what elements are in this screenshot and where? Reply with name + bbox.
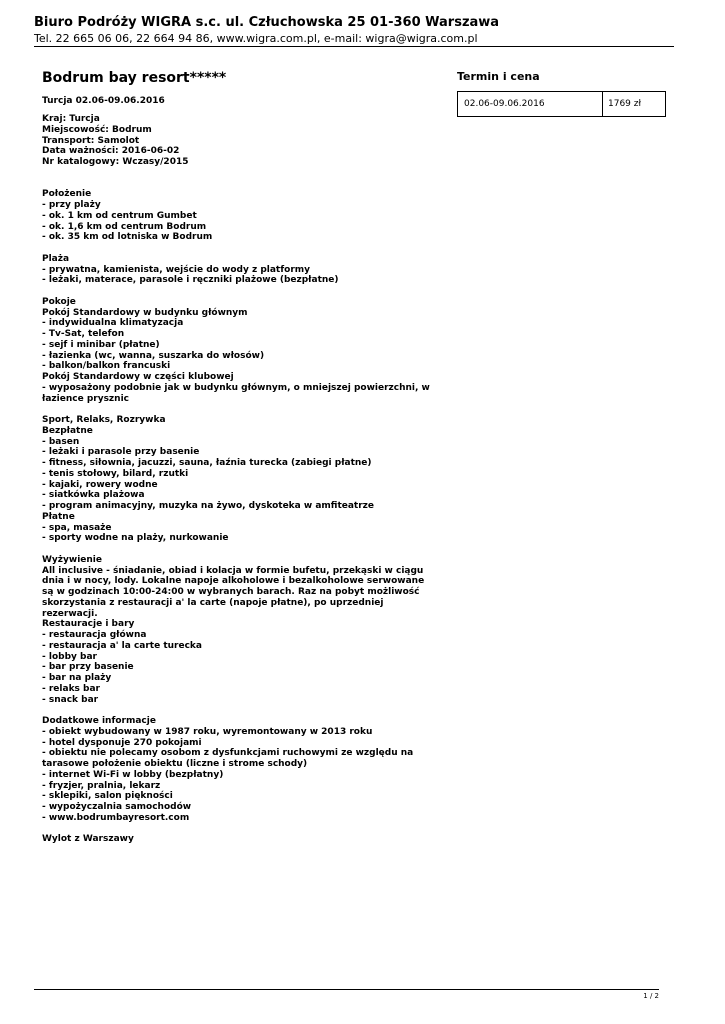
- list-item: Pokój Standardowy w budynku głównym: [42, 307, 248, 318]
- section-title: Położenie: [42, 189, 92, 200]
- list-item: - restauracja główna: [42, 630, 147, 640]
- company-contact: Tel. 22 665 06 06, 22 664 94 86, www.wigra.com.pl, e-mail: wigra@wigra.com.pl: [34, 32, 478, 45]
- offer-meta: [42, 114, 442, 168]
- company-name: Biuro Podróży WIGRA s.c. ul. Człuchowska 25 01-360 Warszawa: [34, 15, 500, 30]
- list-item: - leżaki, materace, parasole i ręczniki plażowe (bezpłatne): [42, 275, 339, 286]
- section-location: [42, 189, 442, 243]
- price-date: 02.06-09.06.2016: [458, 92, 603, 116]
- section-title: Dodatkowe informacje: [42, 716, 156, 726]
- list-item: - wyposażony podobnie jak w budynku głównym, o mniejszej powierzchni, w łazience prysznic: [42, 382, 430, 404]
- meta-country: Kraj: Turcja: [42, 114, 100, 124]
- offer-dates: Turcja 02.06-09.06.2016: [42, 96, 165, 106]
- list-item: - łazienka (wc, wanna, suszarka do włosów): [42, 350, 265, 361]
- list-item: - ok. 1,6 km od centrum Bodrum: [42, 221, 207, 232]
- list-item: - internet Wi-Fi w lobby (bezpłatny): [42, 769, 224, 780]
- list-item: - sejf i minibar (płatne): [42, 339, 160, 350]
- list-item: - program animacyjny, muzyka na żywo, dyskoteka w amfiteatrze: [42, 501, 375, 511]
- section-title: Wyżywienie: [42, 554, 102, 565]
- list-item: Pokój Standardowy w części klubowej: [42, 372, 234, 382]
- list-item: - lobby bar: [42, 651, 97, 662]
- list-item: - przy plaży: [42, 200, 101, 210]
- list-item: - ok. 35 km od lotniska w Bodrum: [42, 232, 213, 243]
- offer-description: [42, 70, 442, 845]
- offer-title: Bodrum bay resort*****: [42, 70, 227, 86]
- departure-info: Wylot z Warszawy: [42, 834, 134, 845]
- list-item: - indywidualna klimatyzacja: [42, 318, 184, 329]
- list-item: - obiektu nie polecamy osobom z dysfunkcjami ruchowymi ze względu na tarasowe położenie obiektu (liczne i strome schody): [42, 748, 414, 769]
- section-rooms: [42, 297, 442, 405]
- section-departure: [42, 834, 442, 845]
- meta-catalog-number: Nr katalogowy: Wczasy/2015: [42, 157, 189, 167]
- list-item: Bezpłatne: [42, 425, 93, 436]
- price-table: [457, 91, 666, 117]
- list-item: - kajaki, rowery wodne: [42, 479, 158, 490]
- meta-city: Miejscowość: Bodrum: [42, 124, 152, 135]
- pricing-title: Termin i cena: [457, 70, 540, 83]
- section-title: Plaża: [42, 253, 70, 264]
- section-additional-info: [42, 716, 442, 824]
- list-item: - bar przy basenie: [42, 662, 134, 673]
- list-item: - spa, masaże: [42, 522, 112, 533]
- page-number: 1 / 2: [643, 992, 659, 1000]
- section-title: Pokoje: [42, 296, 76, 307]
- food-description: All inclusive - śniadanie, obiad i kolacja w formie bufetu, przekąski w ciągu dnia i w nocy, lody. Lokalne napoje alkoholowe i bezalkoholowe serwowane są w godzinach 10:00-24:00 w wybranych barach. Raz na pobyt możliwość skorzystania z restauracji a' la carte (napoje płatne), po uprzedniej rezerwacji.: [42, 565, 425, 619]
- list-item: - sklepiki, salon piękności: [42, 791, 173, 802]
- list-item: - snack bar: [42, 694, 99, 705]
- list-item: - fryzjer, pralnia, lekarz: [42, 780, 161, 791]
- list-item: - obiekt wybudowany w 1987 roku, wyremontowany w 2013 roku: [42, 726, 373, 737]
- list-item: - ok. 1 km od centrum Gumbet: [42, 210, 197, 221]
- list-item: - balkon/balkon francuski: [42, 361, 171, 372]
- list-item: - leżaki i parasole przy basenie: [42, 447, 200, 458]
- list-item: - relaks bar: [42, 683, 100, 694]
- list-item: - bar na plaży: [42, 673, 112, 683]
- list-item: - prywatna, kamienista, wejście do wody z platformy: [42, 264, 311, 275]
- list-item: - hotel dysponuje 270 pokojami: [42, 737, 202, 748]
- list-item: - www.bodrumbayresort.com: [42, 812, 190, 823]
- section-food: [42, 555, 442, 706]
- list-item: Płatne: [42, 511, 75, 522]
- section-sport: [42, 415, 442, 544]
- price-value: 1769 zł: [608, 99, 642, 109]
- list-item: - wypożyczalnia samochodów: [42, 802, 192, 812]
- list-item: - tenis stołowy, bilard, rzutki: [42, 468, 189, 479]
- list-item: - fitness, siłownia, jacuzzi, sauna, łaźnia turecka (zabiegi płatne): [42, 458, 372, 468]
- meta-transport: Transport: Samolot: [42, 135, 140, 146]
- header-divider: [34, 46, 674, 47]
- list-item: Restauracje i bary: [42, 619, 135, 630]
- meta-valid-date: Data ważności: 2016-06-02: [42, 146, 180, 157]
- list-item: - Tv-Sat, telefon: [42, 329, 125, 339]
- footer-divider: [34, 989, 659, 990]
- list-item: - sporty wodne na plaży, nurkowanie: [42, 533, 229, 544]
- list-item: - siatkówka plażowa: [42, 490, 145, 501]
- pricing-panel: [457, 70, 667, 109]
- section-beach: [42, 254, 442, 286]
- list-item: - restauracja a' la carte turecka: [42, 640, 202, 651]
- page-header: [34, 15, 674, 46]
- section-title: Sport, Relaks, Rozrywka: [42, 415, 166, 425]
- list-item: - basen: [42, 436, 80, 447]
